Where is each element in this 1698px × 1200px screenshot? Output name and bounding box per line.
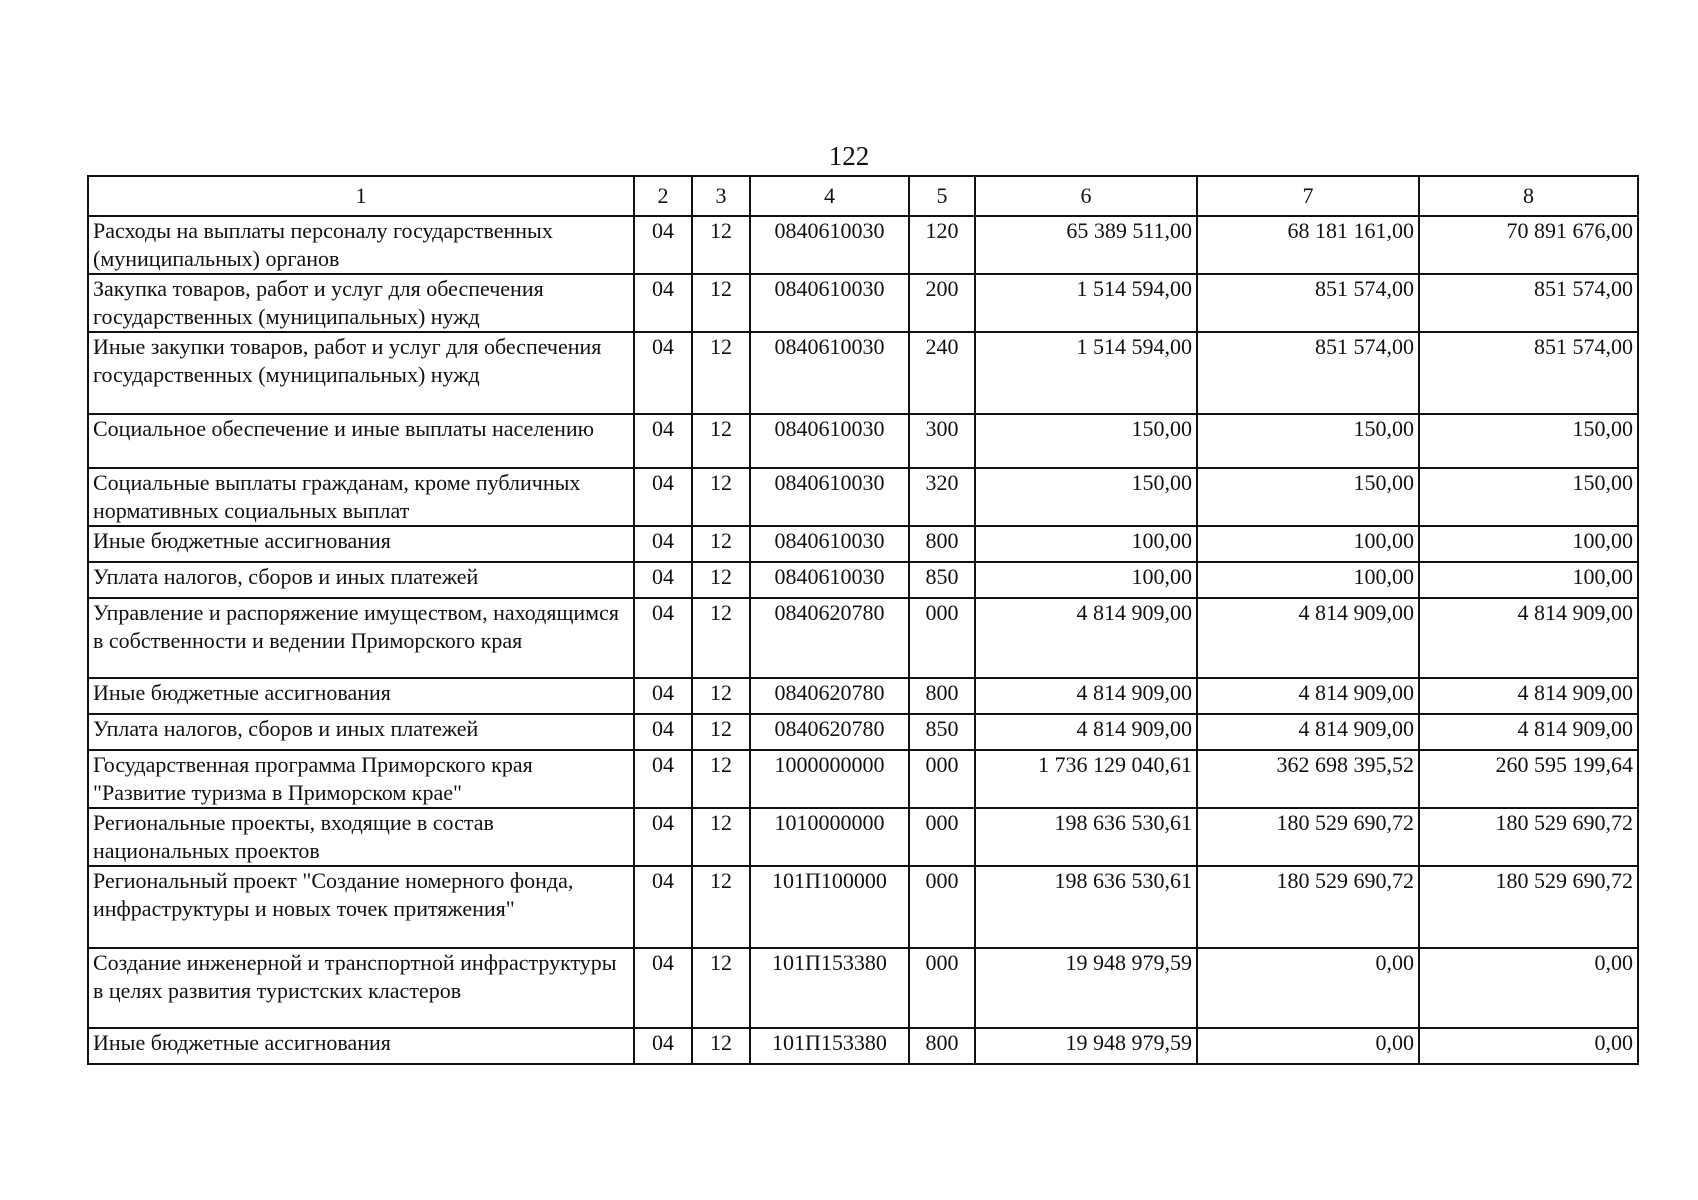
table-body [88, 216, 1638, 1064]
section-code-cell: 04 [634, 526, 692, 562]
expense-type-cell: 200 [909, 274, 975, 332]
amount-col-7-cell: 180 529 690,72 [1197, 866, 1419, 948]
target-article-cell: 0840610030 [750, 332, 909, 414]
table-row [88, 808, 1638, 866]
amount-col-6-cell: 198 636 530,61 [975, 808, 1197, 866]
section-code-cell: 04 [634, 678, 692, 714]
amount-col-8-cell: 70 891 676,00 [1419, 216, 1638, 274]
target-article-cell: 0840610030 [750, 526, 909, 562]
row-name-cell: Управление и распоряжение имуществом, находящимся в собственности и ведении Приморского края [88, 598, 634, 678]
amount-col-6-cell: 1 514 594,00 [975, 274, 1197, 332]
expense-type-cell: 320 [909, 468, 975, 526]
amount-col-7-cell: 180 529 690,72 [1197, 808, 1419, 866]
section-code-cell: 04 [634, 216, 692, 274]
subsection-code-cell: 12 [692, 714, 750, 750]
section-code-cell: 04 [634, 750, 692, 808]
target-article-cell: 0840610030 [750, 562, 909, 598]
section-code-cell: 04 [634, 562, 692, 598]
target-article-cell: 0840620780 [750, 598, 909, 678]
amount-col-6-cell: 150,00 [975, 468, 1197, 526]
section-code-cell: 04 [634, 714, 692, 750]
subsection-code-cell: 12 [692, 678, 750, 714]
amount-col-6-cell: 19 948 979,59 [975, 1028, 1197, 1064]
row-name-cell: Региональные проекты, входящие в состав национальных проектов [88, 808, 634, 866]
target-article-cell: 0840620780 [750, 678, 909, 714]
amount-col-6-cell: 65 389 511,00 [975, 216, 1197, 274]
subsection-code-cell: 12 [692, 1028, 750, 1064]
target-article-cell: 0840610030 [750, 468, 909, 526]
amount-col-7-cell: 150,00 [1197, 414, 1419, 468]
expense-type-cell: 800 [909, 678, 975, 714]
expense-type-cell: 850 [909, 562, 975, 598]
target-article-cell: 1010000000 [750, 808, 909, 866]
amount-col-8-cell: 0,00 [1419, 1028, 1638, 1064]
column-header-5: 5 [909, 176, 975, 216]
table-row [88, 526, 1638, 562]
column-header-1: 1 [88, 176, 634, 216]
expense-type-cell: 120 [909, 216, 975, 274]
row-name-cell: Иные бюджетные ассигнования [88, 678, 634, 714]
section-code-cell: 04 [634, 332, 692, 414]
target-article-cell: 101П153380 [750, 948, 909, 1028]
column-header-6: 6 [975, 176, 1197, 216]
amount-col-8-cell: 180 529 690,72 [1419, 808, 1638, 866]
table-row [88, 332, 1638, 414]
target-article-cell: 0840620780 [750, 714, 909, 750]
amount-col-8-cell: 100,00 [1419, 526, 1638, 562]
subsection-code-cell: 12 [692, 808, 750, 866]
amount-col-7-cell: 150,00 [1197, 468, 1419, 526]
amount-col-8-cell: 180 529 690,72 [1419, 866, 1638, 948]
table-row [88, 414, 1638, 468]
row-name-cell: Закупка товаров, работ и услуг для обеспечения государственных (муниципальных) нужд [88, 274, 634, 332]
table-row [88, 678, 1638, 714]
amount-col-7-cell: 100,00 [1197, 526, 1419, 562]
subsection-code-cell: 12 [692, 598, 750, 678]
section-code-cell: 04 [634, 414, 692, 468]
amount-col-6-cell: 1 736 129 040,61 [975, 750, 1197, 808]
amount-col-8-cell: 851 574,00 [1419, 274, 1638, 332]
target-article-cell: 0840610030 [750, 414, 909, 468]
section-code-cell: 04 [634, 274, 692, 332]
amount-col-7-cell: 851 574,00 [1197, 332, 1419, 414]
column-header-7: 7 [1197, 176, 1419, 216]
column-number-row [88, 176, 1638, 216]
amount-col-6-cell: 198 636 530,61 [975, 866, 1197, 948]
row-name-cell: Социальные выплаты гражданам, кроме публичных нормативных социальных выплат [88, 468, 634, 526]
amount-col-7-cell: 100,00 [1197, 562, 1419, 598]
row-name-cell: Расходы на выплаты персоналу государственных (муниципальных) органов [88, 216, 634, 274]
amount-col-6-cell: 1 514 594,00 [975, 332, 1197, 414]
expense-type-cell: 240 [909, 332, 975, 414]
target-article-cell: 0840610030 [750, 274, 909, 332]
amount-col-6-cell: 19 948 979,59 [975, 948, 1197, 1028]
subsection-code-cell: 12 [692, 750, 750, 808]
amount-col-8-cell: 4 814 909,00 [1419, 598, 1638, 678]
subsection-code-cell: 12 [692, 468, 750, 526]
amount-col-8-cell: 4 814 909,00 [1419, 678, 1638, 714]
amount-col-7-cell: 4 814 909,00 [1197, 598, 1419, 678]
subsection-code-cell: 12 [692, 332, 750, 414]
row-name-cell: Иные закупки товаров, работ и услуг для обеспечения государственных (муниципальных) нужд [88, 332, 634, 414]
amount-col-7-cell: 0,00 [1197, 948, 1419, 1028]
table-row [88, 562, 1638, 598]
table-row [88, 274, 1638, 332]
amount-col-7-cell: 0,00 [1197, 1028, 1419, 1064]
row-name-cell: Создание инженерной и транспортной инфраструктуры в целях развития туристских кластеров [88, 948, 634, 1028]
table-row [88, 216, 1638, 274]
row-name-cell: Региональный проект "Создание номерного фонда, инфраструктуры и новых точек притяжения" [88, 866, 634, 948]
amount-col-6-cell: 100,00 [975, 562, 1197, 598]
expense-type-cell: 800 [909, 526, 975, 562]
table-row [88, 714, 1638, 750]
section-code-cell: 04 [634, 866, 692, 948]
amount-col-6-cell: 150,00 [975, 414, 1197, 468]
subsection-code-cell: 12 [692, 526, 750, 562]
row-name-cell: Иные бюджетные ассигнования [88, 1028, 634, 1064]
amount-col-6-cell: 100,00 [975, 526, 1197, 562]
section-code-cell: 04 [634, 808, 692, 866]
table-row [88, 1028, 1638, 1064]
amount-col-8-cell: 4 814 909,00 [1419, 714, 1638, 750]
expense-type-cell: 000 [909, 948, 975, 1028]
amount-col-7-cell: 4 814 909,00 [1197, 714, 1419, 750]
amount-col-8-cell: 100,00 [1419, 562, 1638, 598]
amount-col-6-cell: 4 814 909,00 [975, 714, 1197, 750]
amount-col-7-cell: 4 814 909,00 [1197, 678, 1419, 714]
expense-type-cell: 300 [909, 414, 975, 468]
column-header-2: 2 [634, 176, 692, 216]
subsection-code-cell: 12 [692, 562, 750, 598]
page-number: 122 [828, 141, 870, 171]
budget-table [87, 175, 1639, 1065]
amount-col-7-cell: 851 574,00 [1197, 274, 1419, 332]
amount-col-8-cell: 150,00 [1419, 468, 1638, 526]
table-row [88, 598, 1638, 678]
row-name-cell: Социальное обеспечение и иные выплаты населению [88, 414, 634, 468]
target-article-cell: 101П153380 [750, 1028, 909, 1064]
row-name-cell: Уплата налогов, сборов и иных платежей [88, 562, 634, 598]
expense-type-cell: 000 [909, 598, 975, 678]
table-row [88, 468, 1638, 526]
amount-col-7-cell: 362 698 395,52 [1197, 750, 1419, 808]
expense-type-cell: 000 [909, 866, 975, 948]
subsection-code-cell: 12 [692, 274, 750, 332]
subsection-code-cell: 12 [692, 866, 750, 948]
row-name-cell: Иные бюджетные ассигнования [88, 526, 634, 562]
target-article-cell: 1000000000 [750, 750, 909, 808]
amount-col-8-cell: 851 574,00 [1419, 332, 1638, 414]
amount-col-7-cell: 68 181 161,00 [1197, 216, 1419, 274]
target-article-cell: 101П100000 [750, 866, 909, 948]
amount-col-6-cell: 4 814 909,00 [975, 678, 1197, 714]
subsection-code-cell: 12 [692, 948, 750, 1028]
expense-type-cell: 800 [909, 1028, 975, 1064]
column-header-3: 3 [692, 176, 750, 216]
expense-type-cell: 000 [909, 750, 975, 808]
row-name-cell: Уплата налогов, сборов и иных платежей [88, 714, 634, 750]
subsection-code-cell: 12 [692, 414, 750, 468]
amount-col-8-cell: 260 595 199,64 [1419, 750, 1638, 808]
table-row [88, 948, 1638, 1028]
target-article-cell: 0840610030 [750, 216, 909, 274]
section-code-cell: 04 [634, 1028, 692, 1064]
amount-col-8-cell: 150,00 [1419, 414, 1638, 468]
section-code-cell: 04 [634, 598, 692, 678]
table-row [88, 750, 1638, 808]
column-header-4: 4 [750, 176, 909, 216]
section-code-cell: 04 [634, 948, 692, 1028]
section-code-cell: 04 [634, 468, 692, 526]
expense-type-cell: 000 [909, 808, 975, 866]
row-name-cell: Государственная программа Приморского края "Развитие туризма в Приморском крае" [88, 750, 634, 808]
column-header-8: 8 [1419, 176, 1638, 216]
table-row [88, 866, 1638, 948]
amount-col-8-cell: 0,00 [1419, 948, 1638, 1028]
amount-col-6-cell: 4 814 909,00 [975, 598, 1197, 678]
expense-type-cell: 850 [909, 714, 975, 750]
subsection-code-cell: 12 [692, 216, 750, 274]
